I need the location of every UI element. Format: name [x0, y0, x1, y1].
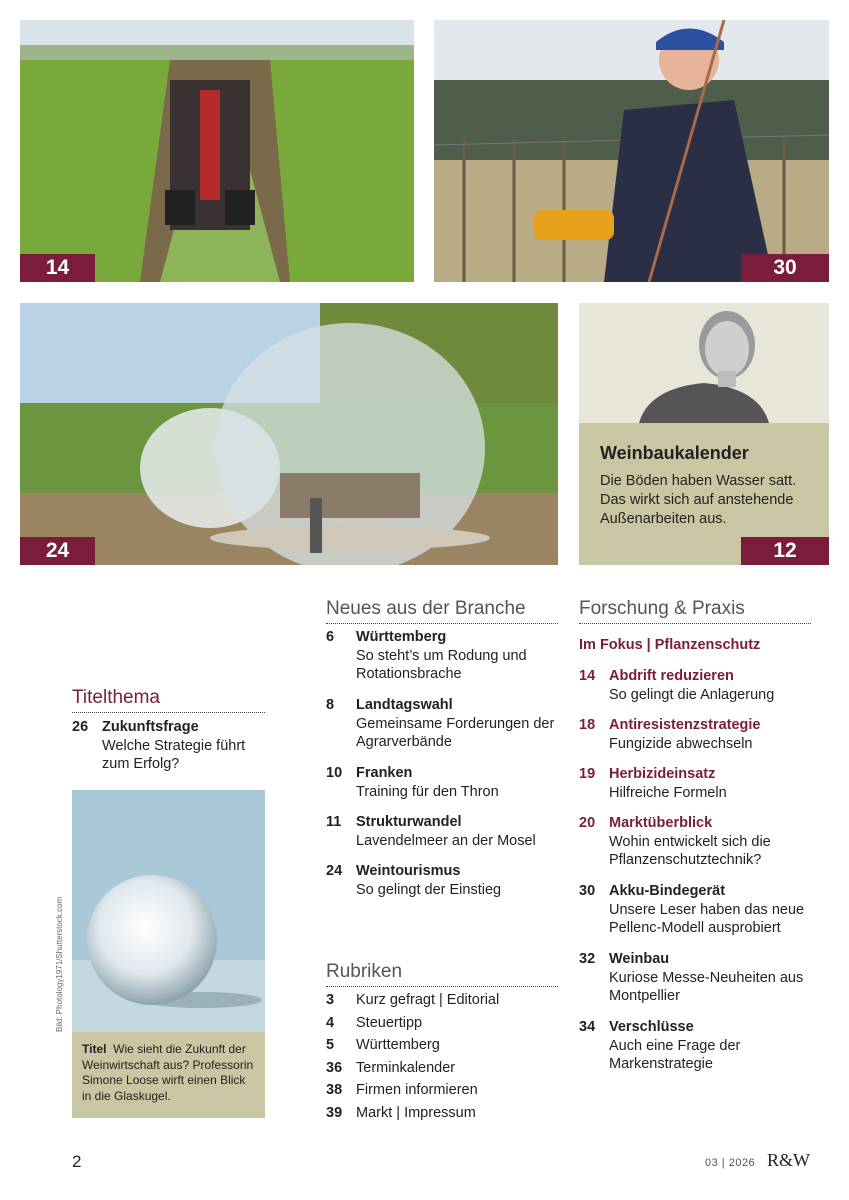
caption-label: Titel	[82, 1042, 107, 1056]
entry-desc: Training für den Thron	[356, 783, 499, 800]
toc-entry[interactable]	[579, 716, 819, 753]
entry-title: Akku-Bindegerät	[609, 883, 726, 899]
entry-page-number: 19	[579, 766, 596, 782]
rubrik-label: Steuertipp	[356, 1015, 423, 1031]
entry-desc: So steht’s um Rodung und Rotationsbrache	[356, 647, 527, 682]
toc-entry[interactable]	[579, 1018, 819, 1074]
rubrik-label: Firmen informieren	[356, 1082, 478, 1098]
titelthema-entry[interactable]	[72, 718, 267, 774]
entry-title: Zukunftsfrage	[102, 719, 199, 735]
toc-entry[interactable]	[326, 696, 558, 752]
entry-desc: Welche Strategie führt zum Erfolg?	[102, 737, 246, 772]
fokus-label: Im Fokus | Pflanzenschutz	[579, 637, 761, 653]
vintner-photo	[434, 20, 829, 282]
cover-caption-box	[72, 1032, 265, 1118]
rubrik-item[interactable]	[326, 991, 558, 1009]
forschung-heading: Forschung & Praxis	[579, 598, 811, 624]
rubrik-label: Terminkalender	[356, 1060, 456, 1076]
rubrik-item[interactable]	[326, 1036, 558, 1054]
page-badge-bubble[interactable]: 24	[20, 537, 95, 565]
page-number: 2	[72, 1152, 82, 1171]
rubrik-label: Kurz gefragt | Editorial	[356, 992, 500, 1008]
page-badge-calendar[interactable]: 12	[741, 537, 829, 565]
entry-desc: Gemeinsame Forderungen der Agrarverbände	[356, 715, 555, 750]
entry-title: Weinbau	[609, 951, 670, 967]
toc-entry[interactable]	[579, 814, 819, 870]
rubrik-page-number: 39	[326, 1105, 343, 1121]
entry-title: Württemberg	[356, 629, 447, 645]
page-badge-tractor[interactable]: 14	[20, 254, 95, 282]
toc-entry[interactable]	[326, 764, 558, 801]
entry-title: Antiresistenzstrategie	[609, 717, 761, 733]
entry-desc: So gelingt die Anlagerung	[609, 686, 775, 703]
entry-page-number: 34	[579, 1019, 596, 1035]
entry-desc: Hilfreiche Formeln	[609, 784, 727, 801]
tractor-vineyard-photo	[20, 20, 414, 282]
entry-desc: Lavendelmeer an der Mosel	[356, 832, 536, 849]
photo-credit: Bild: Photology1971/Shutterstock.com	[55, 896, 64, 1032]
rubriken-heading: Rubriken	[326, 961, 558, 987]
entry-desc: Unsere Leser haben das neue Pellenc-Modell ausprobiert	[609, 901, 805, 936]
entry-title: Marktüberblick	[609, 815, 713, 831]
entry-page-number: 30	[579, 883, 596, 899]
rubrik-page-number: 36	[326, 1060, 343, 1076]
toc-entry[interactable]	[579, 667, 819, 704]
toc-entry[interactable]	[579, 765, 819, 802]
rubrik-label: Württemberg	[356, 1037, 440, 1053]
entry-desc: Fungizide abwechseln	[609, 735, 753, 752]
toc-entry[interactable]	[326, 813, 558, 850]
rubrik-item[interactable]	[326, 1059, 558, 1077]
entry-title: Abdrift reduzieren	[609, 668, 734, 684]
entry-page-number: 24	[326, 863, 343, 879]
entry-page-number: 26	[72, 719, 89, 735]
caption-text: Wie sieht die Zukunft der Weinwirtschaft aus? Professorin Simone Loose wirft einen Blick in die Glaskugel.	[82, 1042, 254, 1103]
titelthema-heading: Titelthema	[72, 687, 265, 713]
entry-page-number: 20	[579, 815, 596, 831]
entry-page-number: 14	[579, 668, 596, 684]
rubrik-item[interactable]	[326, 1014, 558, 1032]
entry-title: Verschlüsse	[609, 1019, 694, 1035]
toc-entry[interactable]	[579, 882, 819, 938]
entry-title: Strukturwandel	[356, 814, 462, 830]
entry-desc: So gelingt der Einstieg	[356, 881, 502, 898]
entry-page-number: 8	[326, 697, 335, 713]
entry-desc: Auch eine Frage der Markenstrategie	[609, 1037, 741, 1072]
calendar-text: Die Böden haben Wasser satt. Das wirkt sich auf anstehende Außenarbeiten aus.	[600, 473, 797, 527]
calendar-title: Weinbaukalender	[600, 443, 749, 463]
rubrik-page-number: 5	[326, 1037, 335, 1053]
toc-entry[interactable]	[326, 862, 558, 899]
entry-page-number: 6	[326, 629, 335, 645]
rubrik-item[interactable]	[326, 1104, 558, 1122]
entry-page-number: 32	[579, 951, 596, 967]
bubble-tent-photo	[20, 303, 558, 565]
entry-title: Franken	[356, 765, 413, 781]
rubrik-page-number: 38	[326, 1082, 343, 1098]
entry-page-number: 18	[579, 717, 596, 733]
entry-title: Weintourismus	[356, 863, 461, 879]
entry-title: Landtagswahl	[356, 697, 453, 713]
entry-page-number: 10	[326, 765, 343, 781]
glass-ball-photo	[72, 790, 265, 1032]
entry-desc: Wohin entwickelt sich die Pflanzenschutztechnik?	[609, 833, 771, 868]
rubrik-page-number: 3	[326, 992, 335, 1008]
issue-label: 03 | 2026	[705, 1157, 756, 1169]
branche-heading: Neues aus der Branche	[326, 598, 558, 624]
rubrik-page-number: 4	[326, 1015, 335, 1031]
toc-entry[interactable]	[326, 628, 558, 684]
page-badge-vintner[interactable]: 30	[741, 254, 829, 282]
magazine-logo: R&W	[767, 1150, 810, 1170]
entry-desc: Kuriose Messe-Neuheiten aus Montpellier	[609, 969, 804, 1004]
rubrik-item[interactable]	[326, 1081, 558, 1099]
calendar-portrait	[579, 303, 829, 423]
entry-page-number: 11	[326, 814, 342, 830]
toc-entry[interactable]	[579, 950, 819, 1006]
entry-title: Herbizideinsatz	[609, 766, 716, 782]
rubrik-label: Markt | Impressum	[356, 1105, 476, 1121]
